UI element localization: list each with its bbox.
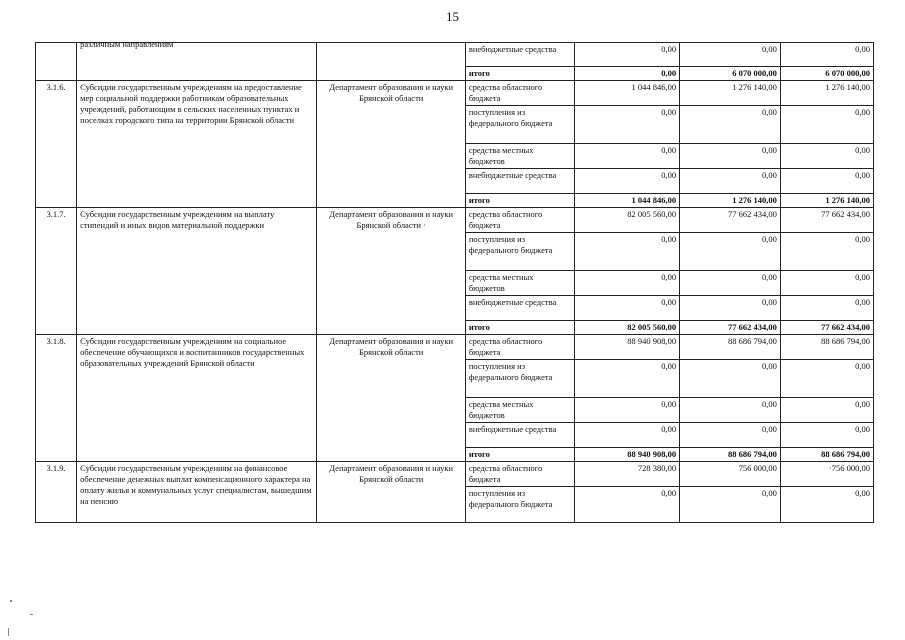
value-cell: 756 000,00 [680, 462, 781, 487]
value-cell: 6 070 000,00 [780, 67, 873, 81]
value-cell: 1 276 140,00 [780, 81, 873, 106]
value-cell: 88 686 794,00 [680, 335, 781, 360]
value-cell: 0,00 [575, 106, 680, 144]
row-number-cell: 3.1.6. [36, 81, 77, 208]
table-row [36, 335, 874, 360]
value-cell: 0,00 [575, 423, 680, 448]
value-cell: 0,00 [575, 360, 680, 398]
value-cell: 77 662 434,00 [780, 208, 873, 233]
value-cell: 1 276 140,00 [680, 194, 781, 208]
funding-source-cell: средства областного бюджета [465, 335, 574, 360]
funding-source-cell: итого [465, 321, 574, 335]
value-cell: 0,00 [575, 144, 680, 169]
row-number-cell [36, 43, 77, 81]
department-cell [317, 43, 465, 81]
value-cell: ·756 000,00 [780, 462, 873, 487]
value-cell: 0,00 [680, 360, 781, 398]
value-cell: 0,00 [680, 106, 781, 144]
measure-name-cell: Субсидии государственным учреждениям на предоставление мер социальной поддержки работникам образовательных учреждений, работающим в сельских населенных пунктах и поселках городского типа на территории Брянской области [77, 81, 317, 208]
funding-source-cell: средства областного бюджета [465, 462, 574, 487]
scan-artifact [8, 628, 9, 636]
value-cell: 88 686 794,00 [780, 448, 873, 462]
table-row [36, 208, 874, 233]
table-row [36, 81, 874, 106]
value-cell: 6 070 000,00 [680, 67, 781, 81]
value-cell: 1 044 846,00 [575, 81, 680, 106]
value-cell: 0,00 [780, 144, 873, 169]
value-cell: 0,00 [680, 233, 781, 271]
funding-source-cell: поступления из федерального бюджета [465, 233, 574, 271]
value-cell: 0,00 [575, 271, 680, 296]
budget-table [35, 42, 874, 523]
value-cell: 0,00 [780, 398, 873, 423]
value-cell: 0,00 [575, 398, 680, 423]
value-cell: 0,00 [575, 233, 680, 271]
scan-artifact [10, 600, 12, 602]
value-cell: 1 044 846,00 [575, 194, 680, 208]
page-number: 15 [446, 9, 459, 24]
value-cell: 0,00 [575, 67, 680, 81]
table-row [36, 462, 874, 487]
department-cell: Департамент образования и науки Брянской области [317, 335, 465, 462]
funding-source-cell: внебюджетные средства [465, 296, 574, 321]
funding-source-cell: средства местных бюджетов [465, 398, 574, 423]
department-cell: Департамент образования и науки Брянской области [317, 81, 465, 208]
value-cell: 0,00 [780, 296, 873, 321]
value-cell: 88 686 794,00 [780, 335, 873, 360]
funding-source-cell: средства областного бюджета [465, 81, 574, 106]
value-cell: 0,00 [680, 169, 781, 194]
value-cell: 0,00 [780, 43, 873, 67]
value-cell: 88 940 908,00 [575, 448, 680, 462]
value-cell: 0,00 [575, 487, 680, 523]
value-cell: 0,00 [780, 233, 873, 271]
table-row [36, 43, 874, 67]
value-cell: 0,00 [680, 144, 781, 169]
measure-name-cell [77, 43, 317, 81]
value-cell: 0,00 [575, 43, 680, 67]
value-cell: 77 662 434,00 [680, 208, 781, 233]
funding-source-cell: средства местных бюджетов [465, 271, 574, 296]
funding-source-cell: итого [465, 67, 574, 81]
measure-name-fragment: различным направлениям [80, 42, 174, 49]
funding-source-cell: итого [465, 194, 574, 208]
value-cell: 0,00 [575, 169, 680, 194]
scan-artifact [30, 614, 33, 615]
measure-name-cell: Субсидии государственным учреждениям на финансовое обеспечение денежных выплат компенсационного характера на оплату жилья и коммунальных услуг специалистам, вышедшим на пенсию [77, 462, 317, 523]
value-cell: 0,00 [780, 169, 873, 194]
value-cell: 77 662 434,00 [680, 321, 781, 335]
value-cell: 1 276 140,00 [780, 194, 873, 208]
funding-source-cell: средства местных бюджетов [465, 144, 574, 169]
measure-name-cell: Субсидии государственным учреждениям на социальное обеспечение обучающихся и воспитанников государственных образовательных учреждений Брянской области [77, 335, 317, 462]
value-cell: 0,00 [780, 487, 873, 523]
funding-source-cell: средства областного бюджета [465, 208, 574, 233]
value-cell: 0,00 [680, 296, 781, 321]
funding-source-cell: поступления из федерального бюджета [465, 487, 574, 523]
funding-source-cell: итого [465, 448, 574, 462]
value-cell: 0,00 [680, 398, 781, 423]
value-cell: 0,00 [780, 360, 873, 398]
value-cell: 0,00 [780, 106, 873, 144]
value-cell: 88 940 908,00 [575, 335, 680, 360]
value-cell: 728 380,00 [575, 462, 680, 487]
funding-source-cell: поступления из федерального бюджета [465, 106, 574, 144]
row-number-cell: 3.1.7. [36, 208, 77, 335]
value-cell: 82 005 560,00 [575, 208, 680, 233]
row-number-cell: 3.1.9. [36, 462, 77, 523]
value-cell: 88 686 794,00 [680, 448, 781, 462]
value-cell: 0,00 [680, 43, 781, 67]
value-cell: 82 005 560,00 [575, 321, 680, 335]
funding-source-cell: внебюджетные средства [465, 43, 574, 67]
value-cell: 0,00 [780, 271, 873, 296]
value-cell: 0,00 [780, 423, 873, 448]
funding-source-cell: внебюджетные средства [465, 423, 574, 448]
funding-source-cell: поступления из федерального бюджета [465, 360, 574, 398]
budget-table-body [36, 43, 874, 523]
value-cell: 0,00 [575, 296, 680, 321]
value-cell: 0,00 [680, 487, 781, 523]
department-cell: Департамент образования и науки Брянской области · [317, 208, 465, 335]
value-cell: 1 276 140,00 [680, 81, 781, 106]
funding-source-cell: внебюджетные средства [465, 169, 574, 194]
value-cell: 0,00 [680, 423, 781, 448]
department-cell: Департамент образования и науки Брянской области [317, 462, 465, 523]
value-cell: 0,00 [680, 271, 781, 296]
value-cell: 77 662 434,00 [780, 321, 873, 335]
measure-name-cell: Субсидии государственным учреждениям на выплату стипендий и иных видов материальной поддержки [77, 208, 317, 335]
row-number-cell: 3.1.8. [36, 335, 77, 462]
